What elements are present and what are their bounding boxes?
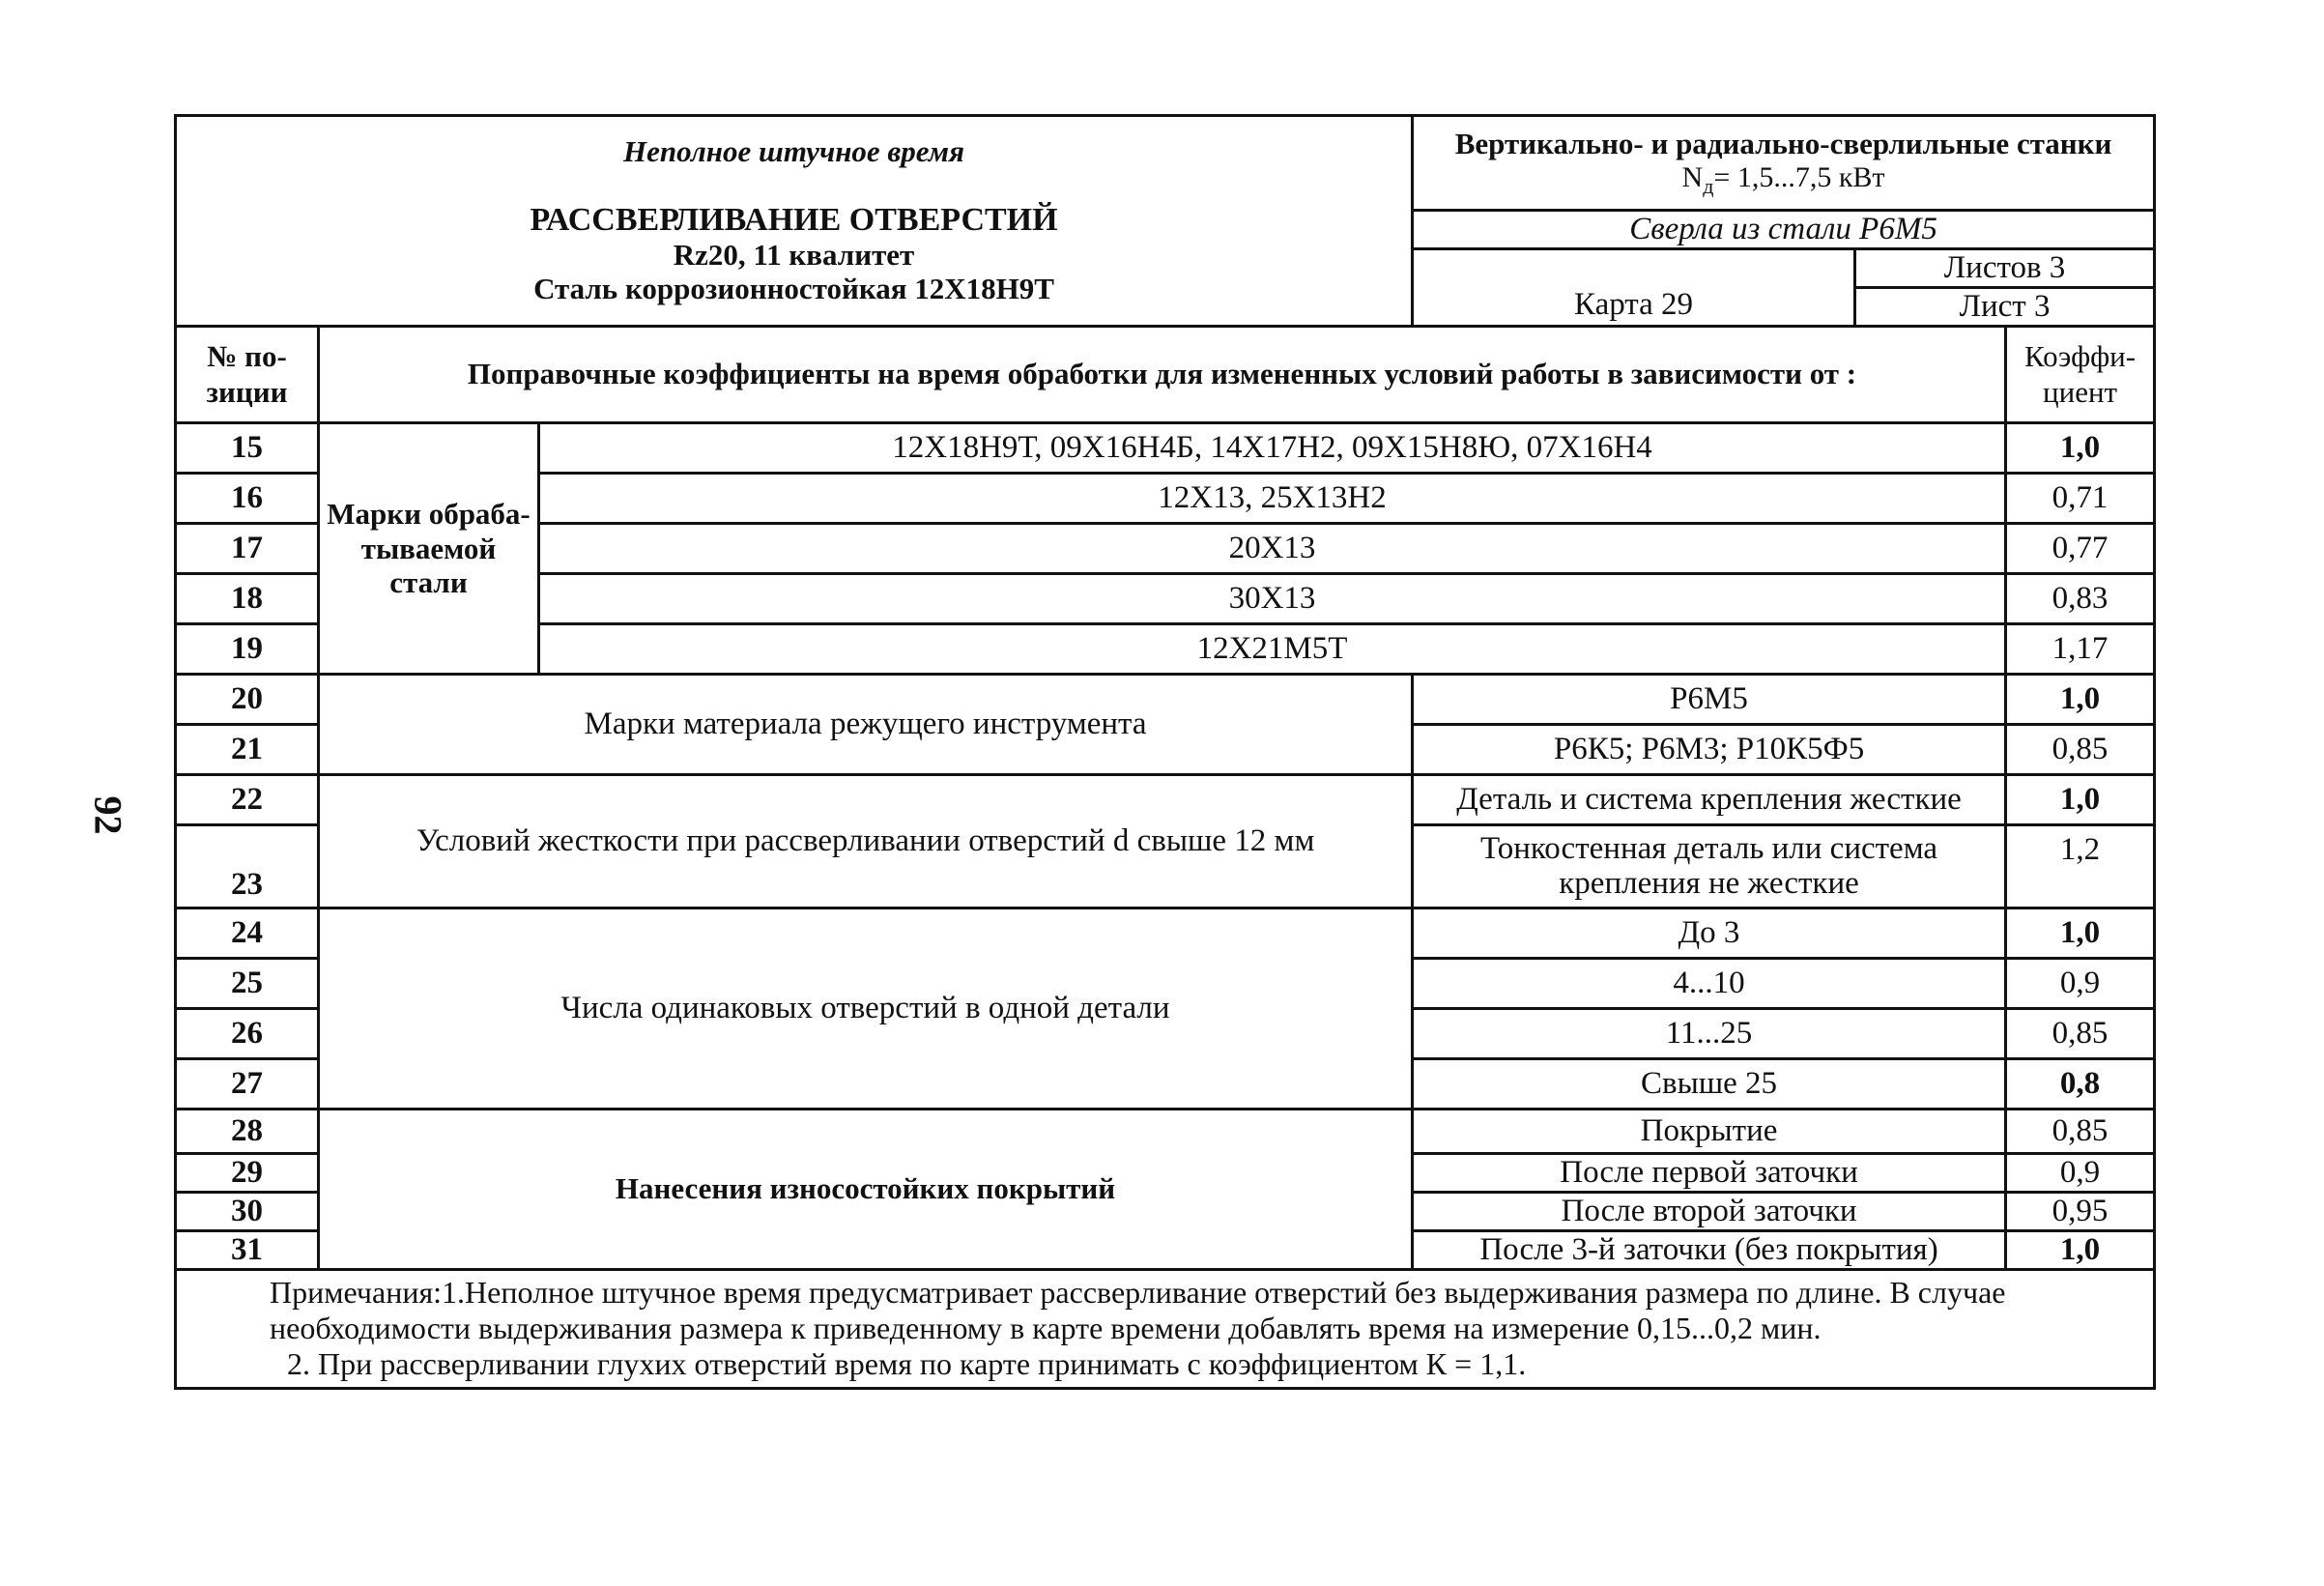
row-coefficient: 0,9 xyxy=(2006,1153,2155,1192)
row-coefficient: 0,83 xyxy=(2006,573,2155,623)
row-coefficient: 0,85 xyxy=(2006,1008,2155,1058)
note-line-1: Примечания:1.Неполное штучное время предусматривает рассверливание отверстий без выдерживания размера по длине. В случае xyxy=(270,1274,2006,1310)
machine-type: Вертикально- и радиально-сверлильные станки xyxy=(1454,127,2112,161)
row-condition: 12Х21М5Т xyxy=(539,623,2006,674)
row-position: 29 xyxy=(176,1153,319,1192)
row-coefficient: 0,85 xyxy=(2006,1109,2155,1153)
row-position: 24 xyxy=(176,908,319,958)
column-position: № по-зиции xyxy=(176,326,319,422)
row-position: 25 xyxy=(176,958,319,1008)
note-line-3: 2. При рассверливании глухих отверстий время по карте принимать с коэффициентом К = 1,1. xyxy=(287,1345,1527,1381)
card-number: Карта 29 xyxy=(1413,249,1855,327)
row-coefficient: 0,77 xyxy=(2006,523,2155,573)
row-position: 19 xyxy=(176,623,319,674)
row-position: 23 xyxy=(176,824,319,908)
power-range: $N_д= 1,5...7,5$ кВт xyxy=(1681,160,1885,198)
group-steel-grades: Марки обраба-тываемой стали xyxy=(319,422,539,674)
row-coefficient: 0,8 xyxy=(2006,1058,2155,1109)
row-condition: Покрытие xyxy=(1413,1109,2006,1153)
tool-material-cell: Сверла из стали Р6М5 xyxy=(1413,211,2155,249)
row-coefficient: 1,0 xyxy=(2006,908,2155,958)
row-position: 26 xyxy=(176,1008,319,1058)
row-position: 15 xyxy=(176,422,319,473)
row-condition: 12Х13, 25Х13Н2 xyxy=(539,473,2006,523)
row-condition: Р6К5; Р6М3; Р10К5Ф5 xyxy=(1413,724,2006,774)
row-condition: Свыше 25 xyxy=(1413,1058,2006,1109)
row-coefficient: 0,71 xyxy=(2006,473,2155,523)
row-coefficient: 1,0 xyxy=(2006,422,2155,473)
row-position: 22 xyxy=(176,774,319,824)
row-coefficient: 0,95 xyxy=(2006,1192,2155,1230)
column-description: Поправочные коэффициенты на время обработки для измененных условий работы в зависимости от : xyxy=(319,326,2006,422)
row-condition: 20Х13 xyxy=(539,523,2006,573)
card-quality: Rz20, 11 квалитет xyxy=(673,238,915,273)
row-position: 16 xyxy=(176,473,319,523)
card-title: РАССВЕРЛИВАНИЕ ОТВЕРСТИЙ xyxy=(530,202,1058,239)
row-condition: Тонкостенная деталь или система крепления не жесткие xyxy=(1413,824,2006,908)
row-position: 17 xyxy=(176,523,319,573)
sheet-number: Лист 3 xyxy=(1855,288,2155,327)
sheets-total: Листов 3 xyxy=(1855,249,2155,288)
row-position: 31 xyxy=(176,1230,319,1269)
row-condition: После первой заточки xyxy=(1413,1153,2006,1192)
machine-cell xyxy=(1413,116,2155,211)
row-condition: Деталь и система крепления жесткие xyxy=(1413,774,2006,824)
row-position: 21 xyxy=(176,724,319,774)
row-condition: Р6М5 xyxy=(1413,674,2006,724)
page-number: 92 xyxy=(86,795,130,835)
row-coefficient: 1,0 xyxy=(2006,1230,2155,1269)
column-coefficient: Коэффи-циент xyxy=(2006,326,2155,422)
row-condition: 4...10 xyxy=(1413,958,2006,1008)
row-position: 28 xyxy=(176,1109,319,1153)
row-condition: 11...25 xyxy=(1413,1008,2006,1058)
notes-block xyxy=(176,1269,2155,1388)
row-coefficient: 1,2 xyxy=(2006,824,2155,908)
row-coefficient: 0,9 xyxy=(2006,958,2155,1008)
row-condition: До 3 xyxy=(1413,908,2006,958)
row-position: 20 xyxy=(176,674,319,724)
group-tool-material: Марки материала режущего инструмента xyxy=(319,674,1413,774)
row-position: 30 xyxy=(176,1192,319,1230)
row-condition: После 3-й заточки (без покрытия) xyxy=(1413,1230,2006,1269)
card-subtitle: Неполное штучное время xyxy=(623,134,964,169)
time-card-table xyxy=(174,114,2156,1390)
group-rigidity: Условий жесткости при рассверливании отверстий d свыше 12 мм xyxy=(319,774,1413,908)
note-line-2: необходимости выдерживания размера к приведенному в карте времени добавлять время на измерение 0,15...0,2 мин. xyxy=(270,1310,1822,1345)
row-coefficient: 0,85 xyxy=(2006,724,2155,774)
group-coating: Нанесения износостойких покрытий xyxy=(319,1109,1413,1269)
card-title-block xyxy=(176,116,1413,327)
group-hole-count: Числа одинаковых отверстий в одной детали xyxy=(319,908,1413,1109)
row-coefficient: 1,0 xyxy=(2006,774,2155,824)
row-position: 18 xyxy=(176,573,319,623)
time-card-sheet xyxy=(174,114,2156,1390)
row-condition: 30Х13 xyxy=(539,573,2006,623)
row-condition: После второй заточки xyxy=(1413,1192,2006,1230)
row-coefficient: 1,0 xyxy=(2006,674,2155,724)
card-material: Сталь коррозионностойкая 12Х18Н9Т xyxy=(533,271,1054,305)
row-position: 27 xyxy=(176,1058,319,1109)
row-coefficient: 1,17 xyxy=(2006,623,2155,674)
row-condition: 12Х18Н9Т, 09Х16Н4Б, 14Х17Н2, 09Х15Н8Ю, 07Х16Н4 xyxy=(539,422,2006,473)
